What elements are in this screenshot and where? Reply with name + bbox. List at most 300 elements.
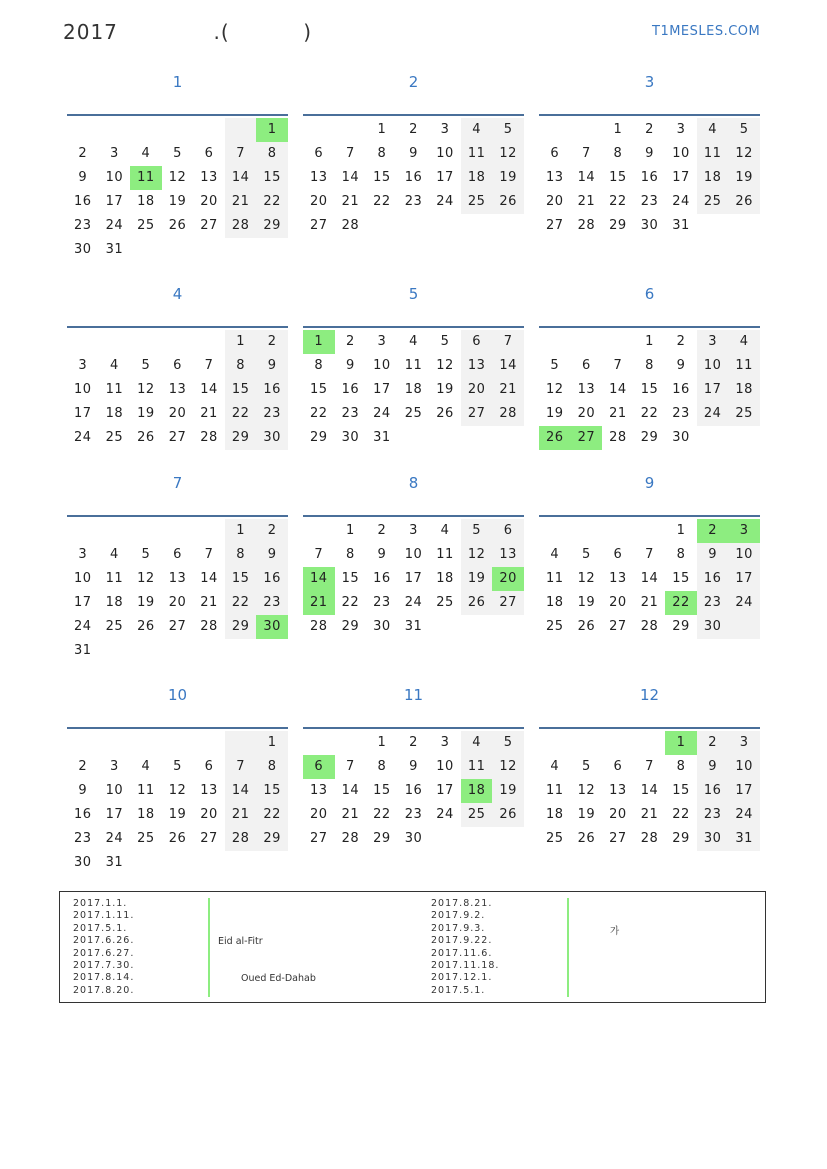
week-row xyxy=(303,142,524,166)
day-cell: 24 xyxy=(74,430,92,445)
week-row xyxy=(67,851,288,875)
day-cell: 12 xyxy=(168,783,187,798)
day-cell: 12 xyxy=(577,571,596,586)
day-cell: 9 xyxy=(345,358,355,373)
day-cell: 4 xyxy=(461,118,493,142)
day-cell: 30 xyxy=(256,426,288,450)
week-row xyxy=(539,402,760,426)
day-cell: 25 xyxy=(137,831,155,846)
day-cell: 24 xyxy=(404,595,423,610)
day-cell: 5 xyxy=(440,334,450,349)
day-cell: 15 xyxy=(609,170,627,185)
day-cell: 30 xyxy=(256,615,288,639)
day-cell: 17 xyxy=(373,382,391,397)
day-cell: 8 xyxy=(676,759,686,774)
empty-day xyxy=(225,639,257,663)
month-divider xyxy=(303,515,524,517)
week-row xyxy=(303,779,524,803)
empty-day xyxy=(492,615,524,639)
day-cell: 30 xyxy=(341,430,360,445)
week-row xyxy=(539,354,760,378)
week-row xyxy=(539,426,760,450)
day-cell: 18 xyxy=(697,166,729,190)
day-cell: 10 xyxy=(373,358,391,373)
month-days xyxy=(303,330,524,450)
day-cell: 12 xyxy=(137,382,155,397)
empty-day xyxy=(398,426,430,450)
day-cell: 27 xyxy=(571,426,603,450)
day-cell: 8 xyxy=(314,358,324,373)
empty-day xyxy=(539,118,571,142)
day-cell: 15 xyxy=(256,779,288,803)
day-cell: 24 xyxy=(728,591,760,615)
day-cell: 8 xyxy=(377,759,387,774)
day-cell: 27 xyxy=(200,831,218,846)
day-cell: 17 xyxy=(672,170,690,185)
day-cell: 24 xyxy=(436,807,454,822)
day-cell: 18 xyxy=(461,779,493,803)
month-days xyxy=(67,731,288,875)
holiday-name-eid: Eid al-Fitr xyxy=(218,936,263,947)
empty-day xyxy=(728,426,760,450)
day-cell: 6 xyxy=(581,358,591,373)
week-row xyxy=(67,214,288,238)
day-cell: 14 xyxy=(200,382,218,397)
day-cell: 4 xyxy=(109,358,119,373)
day-cell: 18 xyxy=(105,595,124,610)
day-cell: 6 xyxy=(550,146,560,161)
legend-date: 2017.11.18. xyxy=(431,959,500,971)
empty-day xyxy=(398,214,430,238)
month-days xyxy=(303,118,524,238)
empty-day xyxy=(335,118,367,142)
day-cell: 17 xyxy=(436,170,454,185)
empty-day xyxy=(193,118,225,142)
day-cell: 11 xyxy=(404,358,423,373)
week-row xyxy=(67,731,288,755)
day-cell: 21 xyxy=(200,595,218,610)
day-cell: 18 xyxy=(546,595,564,610)
day-cell: 11 xyxy=(728,354,760,378)
empty-day xyxy=(99,118,131,142)
day-cell: 7 xyxy=(204,547,214,562)
empty-day xyxy=(539,731,571,755)
empty-day xyxy=(492,426,524,450)
day-cell: 16 xyxy=(373,571,391,586)
day-cell: 6 xyxy=(613,759,623,774)
month-divider xyxy=(67,114,288,116)
day-cell: 14 xyxy=(609,382,627,397)
day-cell: 10 xyxy=(436,146,454,161)
day-cell: 12 xyxy=(436,358,454,373)
empty-day xyxy=(429,426,461,450)
legend-date: 2017.1.1. xyxy=(73,898,128,909)
day-cell: 2 xyxy=(78,146,88,161)
month-name: 1 xyxy=(172,73,183,91)
day-cell: 6 xyxy=(173,358,182,373)
week-row xyxy=(303,118,524,142)
week-row xyxy=(67,426,288,450)
holiday-name-ga: 가 xyxy=(610,926,620,937)
day-cell: 28 xyxy=(341,218,360,233)
day-cell: 2 xyxy=(409,735,418,750)
day-cell: 16 xyxy=(404,783,423,798)
day-cell: 25 xyxy=(105,430,124,445)
empty-day xyxy=(303,118,335,142)
day-cell: 4 xyxy=(461,731,493,755)
day-cell: 25 xyxy=(461,190,493,214)
day-cell: 31 xyxy=(672,218,690,233)
day-cell: 26 xyxy=(492,803,524,827)
day-cell: 2 xyxy=(256,330,288,354)
day-cell: 24 xyxy=(373,406,391,421)
day-cell: 2 xyxy=(676,334,686,349)
month-divider xyxy=(539,114,760,116)
day-cell: 8 xyxy=(377,146,387,161)
day-cell: 22 xyxy=(225,591,257,615)
day-cell: 22 xyxy=(310,406,328,421)
day-cell: 25 xyxy=(137,218,155,233)
day-cell: 4 xyxy=(109,547,119,562)
day-cell: 10 xyxy=(74,382,92,397)
day-cell: 9 xyxy=(409,759,418,774)
day-cell: 9 xyxy=(697,543,729,567)
month-name: 3 xyxy=(644,73,655,91)
day-cell: 22 xyxy=(665,591,697,615)
day-cell: 2 xyxy=(256,519,288,543)
week-row xyxy=(303,567,524,591)
day-cell: 28 xyxy=(640,619,659,634)
day-cell: 10 xyxy=(105,170,124,185)
day-cell: 23 xyxy=(697,803,729,827)
week-row xyxy=(303,827,524,851)
day-cell: 23 xyxy=(404,807,423,822)
month-name: 10 xyxy=(167,686,188,704)
day-cell: 5 xyxy=(492,731,524,755)
day-cell: 3 xyxy=(440,122,450,137)
empty-day xyxy=(602,519,634,543)
empty-day xyxy=(571,519,603,543)
day-cell: 4 xyxy=(697,118,729,142)
day-cell: 29 xyxy=(225,426,257,450)
month-days xyxy=(539,118,760,238)
day-cell: 29 xyxy=(341,619,360,634)
day-cell: 10 xyxy=(728,755,760,779)
day-cell: 16 xyxy=(256,378,288,402)
day-cell: 23 xyxy=(373,595,391,610)
day-cell: 20 xyxy=(461,378,493,402)
day-cell: 5 xyxy=(461,519,493,543)
day-cell: 14 xyxy=(577,170,596,185)
month-name: 6 xyxy=(644,285,655,303)
day-cell: 5 xyxy=(141,547,151,562)
month-divider xyxy=(67,727,288,729)
day-cell: 30 xyxy=(697,615,729,639)
month-days xyxy=(539,731,760,851)
day-cell: 24 xyxy=(105,218,124,233)
day-cell: 13 xyxy=(310,783,328,798)
week-row xyxy=(539,378,760,402)
day-cell: 23 xyxy=(256,591,288,615)
day-cell: 23 xyxy=(640,194,659,209)
day-cell: 10 xyxy=(436,759,454,774)
day-cell: 20 xyxy=(546,194,564,209)
empty-day xyxy=(539,330,571,354)
day-cell: 17 xyxy=(436,783,454,798)
day-cell: 12 xyxy=(168,170,187,185)
day-cell: 11 xyxy=(105,571,124,586)
day-cell: 17 xyxy=(404,571,423,586)
day-cell: 31 xyxy=(373,430,391,445)
day-cell: 6 xyxy=(461,330,493,354)
day-cell: 31 xyxy=(404,619,423,634)
day-cell: 10 xyxy=(404,547,423,562)
day-cell: 19 xyxy=(492,166,524,190)
day-cell: 20 xyxy=(168,595,187,610)
day-cell: 23 xyxy=(256,402,288,426)
empty-day xyxy=(256,238,288,262)
empty-day xyxy=(162,118,194,142)
week-row xyxy=(67,615,288,639)
week-row xyxy=(303,543,524,567)
day-cell: 16 xyxy=(697,779,729,803)
empty-day xyxy=(130,731,162,755)
day-cell: 4 xyxy=(550,547,560,562)
legend-date: 2017.6.27. xyxy=(73,947,135,959)
day-cell: 12 xyxy=(137,571,155,586)
day-cell: 1 xyxy=(676,523,686,538)
month-divider xyxy=(539,326,760,328)
day-cell: 10 xyxy=(74,571,92,586)
week-row xyxy=(67,402,288,426)
month-divider xyxy=(67,515,288,517)
day-cell: 30 xyxy=(404,831,423,846)
day-cell: 29 xyxy=(310,430,328,445)
week-row xyxy=(67,779,288,803)
week-row xyxy=(539,731,760,755)
day-cell: 29 xyxy=(672,619,690,634)
day-cell: 29 xyxy=(256,214,288,238)
week-row xyxy=(539,519,760,543)
empty-day xyxy=(539,519,571,543)
day-cell: 27 xyxy=(168,430,187,445)
empty-day xyxy=(429,615,461,639)
day-cell: 15 xyxy=(640,382,659,397)
brand-logo[interactable]: T1MESLES.COM xyxy=(652,24,761,39)
day-cell: 10 xyxy=(672,146,690,161)
day-cell: 20 xyxy=(492,567,524,591)
day-cell: 12 xyxy=(492,755,524,779)
day-cell: 11 xyxy=(137,783,155,798)
day-cell: 19 xyxy=(137,406,155,421)
day-cell: 11 xyxy=(130,166,162,190)
week-row xyxy=(67,591,288,615)
day-cell: 21 xyxy=(225,803,257,827)
month-name: 2 xyxy=(408,73,419,91)
day-cell: 1 xyxy=(345,523,355,538)
day-cell: 1 xyxy=(377,735,387,750)
month-divider xyxy=(303,114,524,116)
empty-day xyxy=(193,639,225,663)
day-cell: 23 xyxy=(672,406,690,421)
day-cell: 15 xyxy=(672,783,690,798)
empty-day xyxy=(256,639,288,663)
day-cell: 13 xyxy=(461,354,493,378)
day-cell: 19 xyxy=(546,406,564,421)
day-cell: 3 xyxy=(78,547,88,562)
empty-day xyxy=(634,519,666,543)
day-cell: 5 xyxy=(581,547,591,562)
empty-day xyxy=(67,731,99,755)
day-cell: 21 xyxy=(609,406,627,421)
day-cell: 15 xyxy=(341,571,360,586)
holiday-legend xyxy=(59,891,766,1003)
legend-date: 2017.12.1. xyxy=(431,972,493,984)
day-cell: 13 xyxy=(577,382,596,397)
day-cell: 19 xyxy=(168,807,187,822)
empty-day xyxy=(728,615,760,639)
day-cell: 17 xyxy=(697,378,729,402)
day-cell: 9 xyxy=(78,783,88,798)
day-cell: 16 xyxy=(404,170,423,185)
week-row xyxy=(67,639,288,663)
legend-date: 2017.1.11. xyxy=(73,910,135,922)
day-cell: 13 xyxy=(200,170,218,185)
day-cell: 11 xyxy=(546,783,564,798)
day-cell: 28 xyxy=(225,214,257,238)
day-cell: 27 xyxy=(310,218,328,233)
empty-day xyxy=(162,639,194,663)
week-row xyxy=(303,354,524,378)
day-cell: 20 xyxy=(310,807,328,822)
empty-day xyxy=(193,238,225,262)
day-cell: 25 xyxy=(461,803,493,827)
empty-day xyxy=(602,330,634,354)
day-cell: 23 xyxy=(341,406,360,421)
day-cell: 28 xyxy=(577,218,596,233)
week-row xyxy=(67,238,288,262)
day-cell: 27 xyxy=(168,619,187,634)
week-row xyxy=(539,166,760,190)
day-cell: 26 xyxy=(577,831,596,846)
day-cell: 8 xyxy=(225,354,257,378)
week-row xyxy=(539,803,760,827)
legend-date: 2017.5.1. xyxy=(431,984,486,996)
day-cell: 13 xyxy=(609,783,627,798)
day-cell: 2 xyxy=(345,334,355,349)
day-cell: 31 xyxy=(74,643,92,658)
day-cell: 20 xyxy=(609,595,627,610)
day-cell: 23 xyxy=(74,218,92,233)
day-cell: 13 xyxy=(546,170,564,185)
empty-day xyxy=(634,731,666,755)
month-divider xyxy=(303,326,524,328)
day-cell: 10 xyxy=(728,543,760,567)
empty-day xyxy=(571,330,603,354)
day-cell: 15 xyxy=(225,567,257,591)
day-cell: 19 xyxy=(728,166,760,190)
day-cell: 27 xyxy=(609,619,627,634)
day-cell: 25 xyxy=(436,595,454,610)
week-row xyxy=(303,378,524,402)
day-cell: 1 xyxy=(613,122,623,137)
legend-date: 2017.6.26. xyxy=(73,935,135,947)
day-cell: 22 xyxy=(640,406,659,421)
day-cell: 26 xyxy=(728,190,760,214)
legend-date: 2017.9.22. xyxy=(431,935,493,947)
day-cell: 1 xyxy=(225,330,257,354)
day-cell: 7 xyxy=(345,759,355,774)
day-cell: 8 xyxy=(345,547,355,562)
day-cell: 11 xyxy=(105,382,124,397)
day-cell: 15 xyxy=(310,382,328,397)
day-cell: 30 xyxy=(697,827,729,851)
empty-day xyxy=(303,731,335,755)
week-row xyxy=(539,118,760,142)
month-days xyxy=(67,519,288,663)
month-name: 8 xyxy=(408,474,419,492)
day-cell: 21 xyxy=(492,378,524,402)
day-cell: 2 xyxy=(697,519,729,543)
day-cell: 2 xyxy=(697,731,729,755)
day-cell: 27 xyxy=(200,218,218,233)
day-cell: 3 xyxy=(409,523,418,538)
month-divider xyxy=(67,326,288,328)
legend-date: 2017.7.30. xyxy=(73,959,135,971)
day-cell: 28 xyxy=(200,430,218,445)
day-cell: 4 xyxy=(141,759,151,774)
day-cell: 21 xyxy=(341,807,360,822)
empty-day xyxy=(99,731,131,755)
day-cell: 3 xyxy=(78,358,88,373)
day-cell: 21 xyxy=(303,591,335,615)
day-cell: 20 xyxy=(310,194,328,209)
day-cell: 22 xyxy=(373,194,391,209)
day-cell: 8 xyxy=(256,755,288,779)
week-row xyxy=(539,214,760,238)
day-cell: 30 xyxy=(74,855,92,870)
week-row xyxy=(303,402,524,426)
day-cell: 19 xyxy=(168,194,187,209)
week-row xyxy=(303,755,524,779)
day-cell: 5 xyxy=(173,759,182,774)
day-cell: 7 xyxy=(645,759,654,774)
day-cell: 9 xyxy=(676,358,686,373)
day-cell: 14 xyxy=(341,783,360,798)
week-row xyxy=(539,190,760,214)
day-cell: 14 xyxy=(200,571,218,586)
empty-day xyxy=(429,214,461,238)
day-cell: 18 xyxy=(137,807,155,822)
day-cell: 12 xyxy=(728,142,760,166)
legend-left-bar xyxy=(208,898,210,997)
day-cell: 29 xyxy=(640,430,659,445)
day-cell: 30 xyxy=(640,218,659,233)
day-cell: 27 xyxy=(546,218,564,233)
week-row xyxy=(303,591,524,615)
week-row xyxy=(539,755,760,779)
day-cell: 24 xyxy=(697,402,729,426)
empty-day xyxy=(303,519,335,543)
day-cell: 19 xyxy=(436,382,454,397)
empty-day xyxy=(193,731,225,755)
day-cell: 14 xyxy=(492,354,524,378)
day-cell: 7 xyxy=(492,330,524,354)
day-cell: 12 xyxy=(546,382,564,397)
legend-right-dates xyxy=(431,898,499,997)
legend-date: 2017.5.1. xyxy=(73,922,128,934)
day-cell: 30 xyxy=(74,242,92,257)
